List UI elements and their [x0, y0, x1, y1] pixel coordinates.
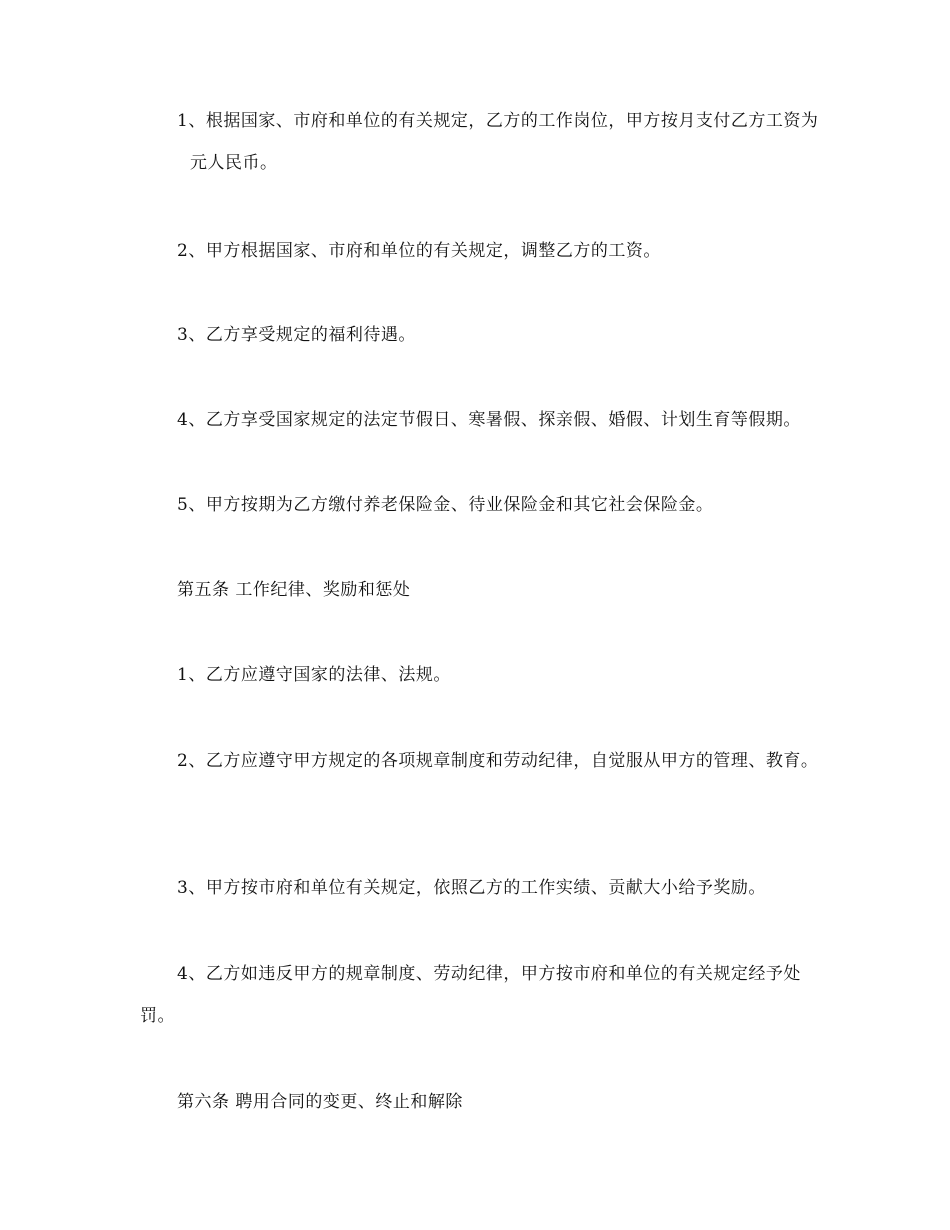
salary-item-1-text: 1、根据国家、市府和单位的有关规定，乙方的工作岗位，甲方按月支付乙方工资为: [177, 111, 819, 131]
salary-item-3: 3、乙方享受规定的福利待遇。: [177, 325, 416, 345]
salary-item-2: 2、甲方根据国家、市府和单位的有关规定，调整乙方的工资。: [177, 241, 661, 261]
salary-item-1-unit: 元人民币。: [190, 153, 278, 173]
article-6-heading: 第六条 聘用合同的变更、终止和解除: [177, 1092, 463, 1112]
salary-item-5: 5、甲方按期为乙方缴付养老保险金、待业保险金和其它社会保险金。: [177, 495, 714, 515]
salary-item-4: 4、乙方享受国家规定的法定节假日、寒暑假、探亲假、婚假、计划生育等假期。: [177, 410, 801, 430]
article-5-heading: 第五条 工作纪律、奖励和惩处: [177, 580, 411, 600]
article-5-item-1: 1、乙方应遵守国家的法律、法规。: [177, 665, 451, 685]
article-5-item-2: 2、乙方应遵守甲方规定的各项规章制度和劳动纪律，自觉服从甲方的管理、教育。: [177, 751, 819, 771]
article-5-item-4: 4、乙方如违反甲方的规章制度、劳动纪律，甲方按市府和单位的有关规定经予处罚。: [140, 964, 801, 1026]
salary-item-1: [140, 100, 820, 184]
article-5-item-3: 3、甲方按市府和单位有关规定，依照乙方的工作实绩、贡献大小给予奖励。: [177, 878, 766, 898]
